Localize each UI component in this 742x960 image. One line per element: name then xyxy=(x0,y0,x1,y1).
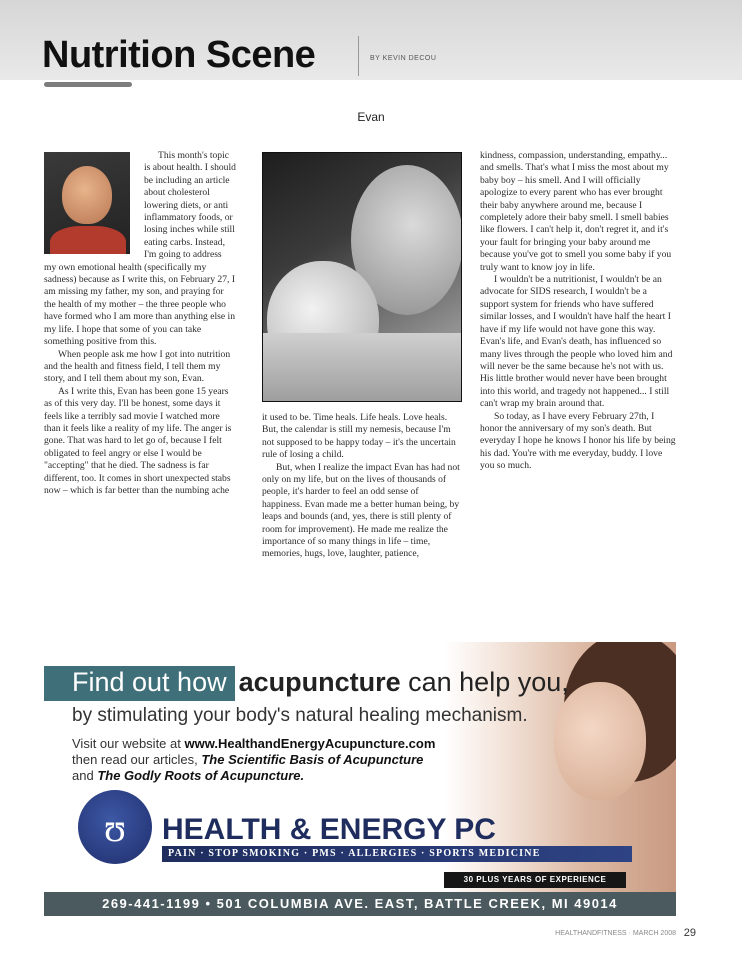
ad-body xyxy=(72,736,542,784)
paragraph: When people ask me how I got into nutrition and the health and fitness field, I tell them my story, and I tell them about my son, Evan. xyxy=(44,348,231,385)
ad-visit-text: Visit our website at xyxy=(72,736,185,751)
paragraph: So today, as I have every February 27th, I honor the anniversary of my son's death. But everyday I hope he knows I honor his life by being his dad. You're with me everyday, buddy. I love you so much. xyxy=(480,410,676,472)
header-divider xyxy=(358,36,359,76)
section-title: Nutrition Scene xyxy=(42,34,316,76)
ad-find-label: Find out how xyxy=(44,666,235,701)
ad-headline xyxy=(44,666,569,701)
ad-and-text: and xyxy=(72,768,98,783)
ad-company-name: HEALTH & ENERGY PC xyxy=(162,813,496,846)
ad-experience-badge: 30 PLUS YEARS OF EXPERIENCE xyxy=(444,872,626,888)
logo-glyph: ʊ xyxy=(104,804,126,850)
article-column-2 xyxy=(262,150,460,561)
paragraph: This month's topic is about health. I should be including an article about cholesterol lowering diets, or anti inflammatory foods, or losing inches while still eating carbs. Instead, I'm going to address my own emotional health (specifically my sadness) because as I write this, on February 27, I am missing my father, my son, and praying for the health of my mother – the three people who have formed who I am more than anything else in my life. I hope that some of you can take something positive from this. xyxy=(44,150,236,348)
byline: BY KEVIN DECOU xyxy=(370,55,437,62)
health-energy-logo xyxy=(78,790,152,864)
author-face xyxy=(62,166,112,224)
author-shirt xyxy=(50,226,126,254)
paragraph: kindness, compassion, understanding, empathy... and smells. That's what I miss the most about my baby boy – his smell. And I will officially apologize to every parent who has ever brought their baby anywhere around me, because I completely adore their baby smell. I smell babies like flowers. I can't help it, don't regret it, and it's your fault for bringing your baby around me because you've got to smell you some baby if you truly want to know joy in life. xyxy=(480,150,672,273)
ad-article-2: The Godly Roots of Acupuncture. xyxy=(97,768,305,783)
acupuncture-ad xyxy=(44,642,676,916)
ad-read-text: then read our articles, xyxy=(72,752,202,767)
ad-contact-bar: 269-441-1199 • 501 COLUMBIA AVE. EAST, BATTLE CREEK, MI 49014 xyxy=(44,892,676,916)
ad-website-link[interactable]: www.HealthandEnergyAcupuncture.com xyxy=(184,736,436,751)
paragraph: it used to be. Time heals. Life heals. Love heals. But, the calendar is still my nemesis, because I'm not supposed to be happy today – it's the uncertain rule of losing a child. xyxy=(262,412,456,461)
ad-subheadline: by stimulating your body's natural healing mechanism. xyxy=(72,705,528,726)
paragraph: I wouldn't be a nutritionist, I wouldn't be an advocate for SIDS research, I wouldn't be a support system for friends who have suffered similar losses, and I wouldn't have half the heart I have if my life would not have gone this way. Evan's life, and Evan's death, has influenced so many lives through the people who loved him and will never be the same because he's not with us. His little brother would never have been brought into this world, and tragedy not happened... I still can't wrap my brain around that. xyxy=(480,274,673,410)
author-photo xyxy=(44,152,130,254)
ad-help-text: can help you, xyxy=(400,667,569,697)
page-footer: HEALTHANDFITNESS · MARCH 2008 xyxy=(555,930,676,937)
ad-acupuncture-word: acupuncture xyxy=(238,667,401,697)
ad-headline-text xyxy=(239,667,569,698)
page-number: 29 xyxy=(683,927,696,939)
article-title: Evan xyxy=(357,110,385,124)
paragraph: But, when I realize the impact Evan has had not only on my life, but on the lives of thousands of people, it's harder to feel an odd sense of happiness. Evan made me a better human being, by leaps and bounds (and, yes, there is still plenty of room for improvement). He made me realize the importance of so many things in life – time, memories, hugs, love, laughter, patience, xyxy=(262,461,460,560)
ad-services-bar: PAIN · STOP SMOKING · PMS · ALLERGIES · SPORTS MEDICINE xyxy=(162,846,632,862)
article-column-1 xyxy=(44,150,236,497)
father-baby-photo xyxy=(262,152,462,402)
header-accent-bar xyxy=(44,82,132,87)
photo-blanket xyxy=(263,333,461,402)
ad-article-1: The Scientific Basis of Acupuncture xyxy=(201,752,424,767)
article-column-3 xyxy=(480,150,676,473)
paragraph: As I write this, Evan has been gone 15 years as of this very day. I'll be honest, some days it feels like a terribly sad movie I watched more than it feels like a reality of my life. The anger is gone. That was hard to let go of, because I felt obligated to feel angry or else I would be "accepting" that he died. The sadness is far different, too. It comes in short unexpected stabs now – which is far better than the numbing ache xyxy=(44,385,232,496)
